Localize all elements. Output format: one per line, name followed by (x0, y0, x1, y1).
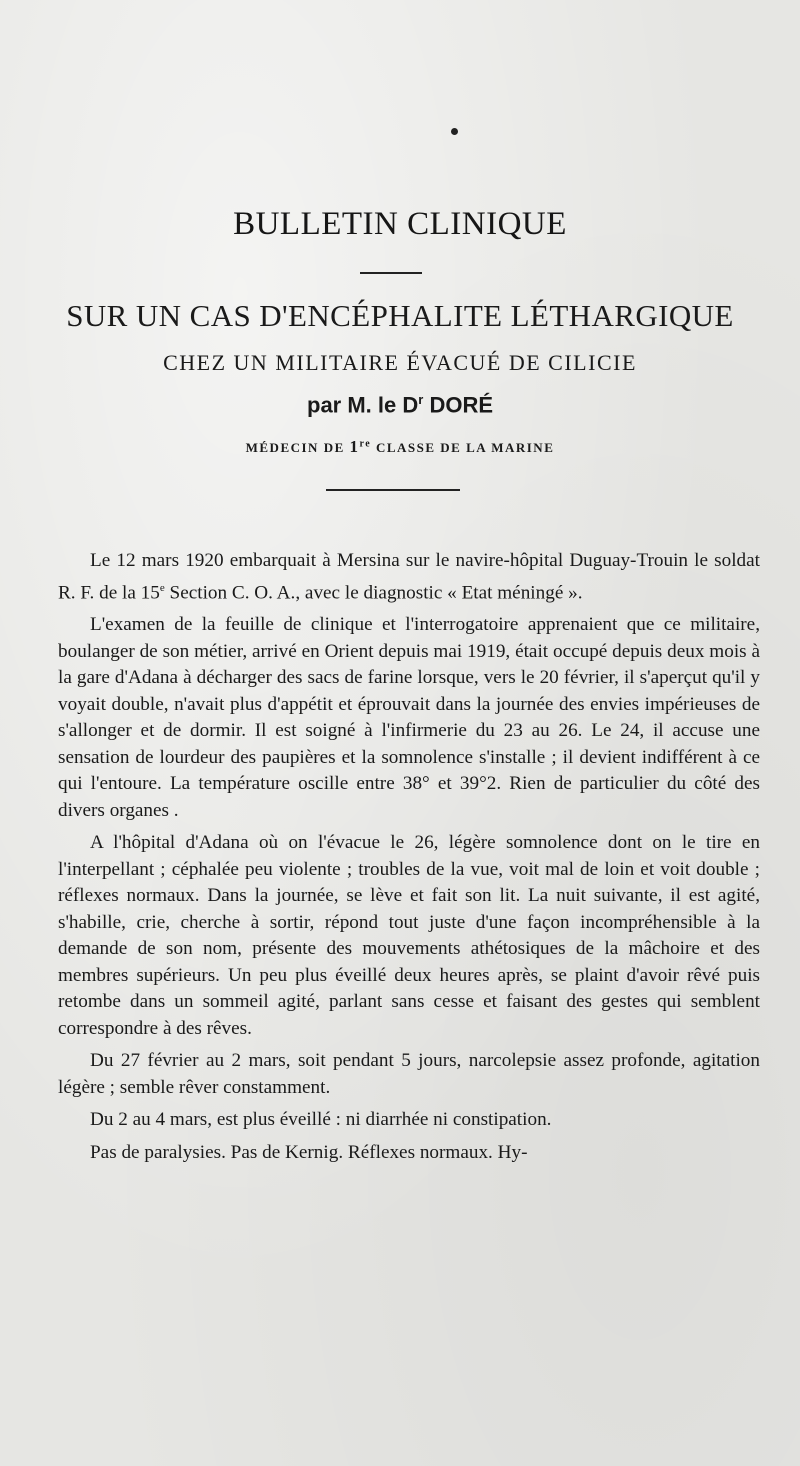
article-body (58, 548, 760, 1172)
paragraph-2: L'examen de la feuille de clinique et l'interrogatoire apprenaient que ce militaire, boulanger de son métier, arrivé en Orient depuis mai 1919, était occupé depuis deux mois à la gare d'Adana à décharger des sacs de farine lorsque, vers le 20 février, il s'aperçut qu'il y voyait double, n'avait plus d'appétit et éprouvait dans la journée des envies impérieuses de s'allonger et de dormir. Il est soigné à l'infirmerie du 23 au 26. Le 24, il accuse une sensation de lourdeur des paupières et la somnolence s'installe ; il devient indifférent à ce qui l'entoure. La température oscille entre 38° et 39°2. Rien de particulier du côté des divers organes . (58, 614, 760, 821)
rank-num: 1 (349, 437, 360, 456)
author-prefix: par M. le D (307, 392, 419, 418)
author-rank (0, 437, 800, 457)
author-name: DORÉ (429, 392, 493, 418)
paragraph-4: Du 27 février au 2 mars, soit pendant 5 jours, narcolepsie assez profonde, agitation légère ; semble rêver constamment. (58, 1050, 760, 1098)
article-title: SUR UN CAS D'ENCÉPHALITE LÉTHARGIQUE (66, 298, 734, 333)
author-line (0, 392, 800, 418)
section-heading: BULLETIN CLINIQUE (233, 206, 567, 242)
rank-sup: re (359, 438, 372, 450)
ink-dot (451, 128, 458, 135)
rank-suffix: CLASSE DE LA MARINE (375, 440, 555, 455)
title-rule (360, 272, 422, 274)
paragraph-3: A l'hôpital d'Adana où on l'évacue le 26, légère somnolence dont on le tire en l'interpellant ; céphalée peu violente ; troubles de la vue, voit mal de loin et voit double ; réflexes normaux. Dans la journée, se lève et fait son lit. La nuit suivante, il est agité, s'habille, crie, cherche à sortir, répond tout juste d'une façon incompréhensible à la demande de son nom, présente des mouvements athétosiques de la mâchoire et des membres supérieurs. Un peu plus éveillé deux heures après, se plaint d'avoir rêvé puis retombe dans un sommeil agité, parlant sans cesse et faisant des gestes qui semblent correspondre à des rêves. (58, 832, 760, 1039)
paragraph-1-sup: e (159, 581, 165, 594)
section-rule (326, 489, 460, 491)
rank-prefix: MÉDECIN DE (245, 440, 345, 455)
article-subtitle: CHEZ UN MILITAIRE ÉVACUÉ DE CILICIE (163, 350, 637, 375)
paragraph-1-a: Le 12 mars 1920 embarquait à Mersina sur le navire-hôpital Duguay-Trouin le soldat R. F. de la 15 (58, 550, 760, 603)
paragraph-5: Du 2 au 4 mars, est plus éveillé : ni diarrhée ni constipation. (90, 1109, 552, 1131)
author-sup: r (418, 392, 424, 407)
paragraph-6: Pas de paralysies. Pas de Kernig. Réflexes normaux. Hy- (90, 1141, 528, 1163)
paragraph-1-b: Section C. O. A., avec le diagnostic « Etat méningé ». (164, 581, 583, 603)
paragraph-1 (58, 548, 760, 606)
